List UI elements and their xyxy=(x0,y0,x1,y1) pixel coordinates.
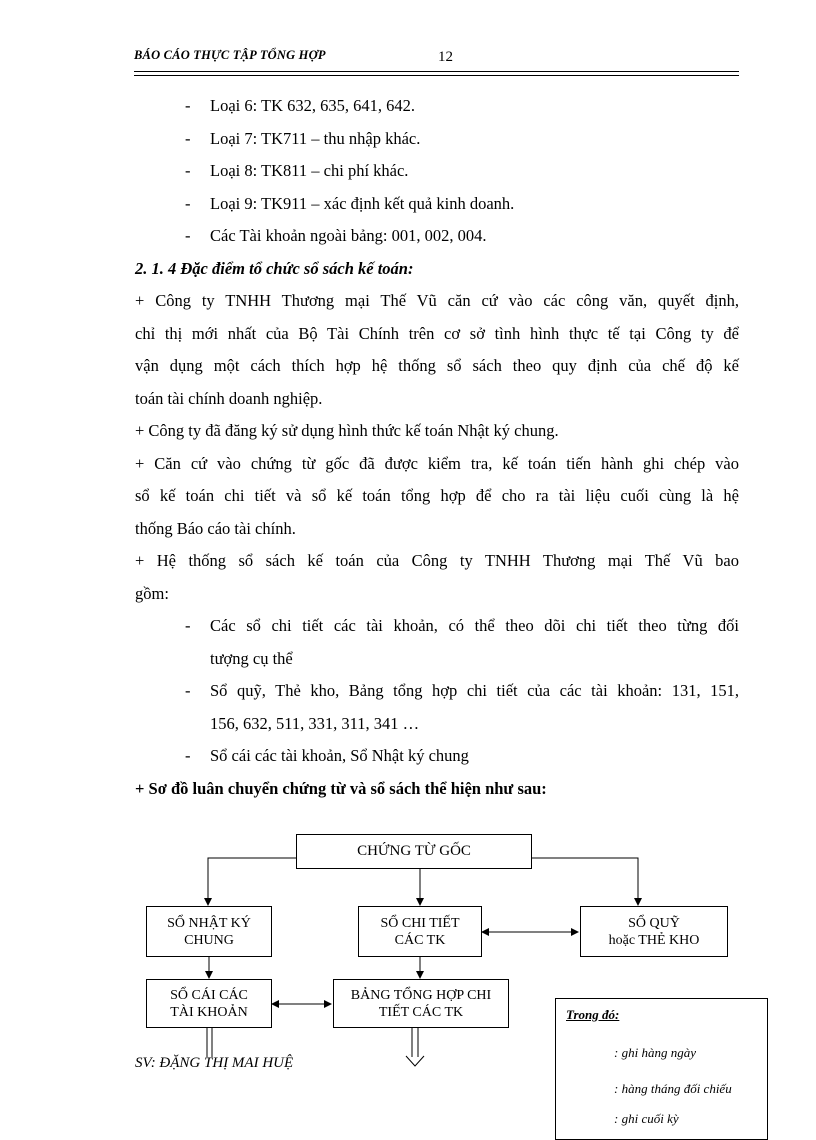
paragraph-line: + Công ty đã đăng ký sử dụng hình thức kế toán Nhật ký chung. xyxy=(135,421,559,440)
box-label: SỔ NHẬT KÝ xyxy=(167,915,251,931)
list-item-text: Loại 6: TK 632, 635, 641, 642. xyxy=(210,96,416,115)
box-label: hoặc THẺ KHO xyxy=(608,932,700,948)
paragraph-line: + Công ty TNHH Thương mại Thế Vũ căn cứ vào các công văn, quyết định, xyxy=(135,291,739,310)
page-number: 12 xyxy=(438,49,453,65)
list-dash: - xyxy=(185,193,191,213)
box-label: CHỨNG TỪ GỐC xyxy=(357,843,471,859)
diagram-heading-prefix: + xyxy=(135,778,145,798)
box-bang-tong-hop xyxy=(333,979,509,1028)
legend-box xyxy=(555,998,768,1140)
report-header-title: BÁO CÁO THỰC TẬP TỔNG HỢP xyxy=(134,48,326,62)
legend-item: : ghi cuối kỳ xyxy=(614,1111,679,1126)
box-label: TIẾT CÁC TK xyxy=(378,1004,464,1020)
paragraph-line: gồm: xyxy=(135,583,169,603)
box-so-chi-tiet xyxy=(358,906,482,957)
list-dash: - xyxy=(185,96,191,115)
box-chung-tu-goc xyxy=(296,834,532,869)
box-label: CÁC TK xyxy=(394,932,446,948)
list-item-text: Loại 7: TK711 – thu nhập khác. xyxy=(210,128,421,148)
list-dash: - xyxy=(185,681,191,700)
list-dash: - xyxy=(185,746,191,765)
list-item-text: Loại 8: TK811 – chi phí khác. xyxy=(210,161,409,180)
box-label: SỔ QUỸ xyxy=(628,915,680,931)
arrow-to-nhat-ky xyxy=(208,858,296,905)
list-dash: - xyxy=(185,616,191,635)
footer-student-name: SV: ĐẶNG THỊ MAI HUỆ xyxy=(135,1055,294,1071)
paragraph-line: thống Báo cáo tài chính. xyxy=(135,518,296,538)
list-item-text: 156, 632, 511, 331, 311, 341 … xyxy=(210,713,420,733)
double-arrow-center-head xyxy=(406,1056,424,1066)
list-dash: - xyxy=(185,161,191,180)
paragraph-line: chỉ thị mới nhất của Bộ Tài Chính trên cơ sở tình hình thực tế tại Công ty để xyxy=(135,323,739,343)
legend-item: : hàng tháng đối chiếu xyxy=(614,1081,732,1096)
section-heading: 2. 1. 4 Đặc điểm tổ chức sổ sách kế toán: xyxy=(135,258,414,278)
box-so-quy-the-kho xyxy=(580,906,728,957)
paragraph-line: + Hệ thống sổ sách kế toán của Công ty TNHH Thương mại Thế Vũ bao xyxy=(135,551,739,570)
diagram-heading-text: Sơ đồ luân chuyển chứng từ và sổ sách thể hiện như sau: xyxy=(148,778,547,798)
legend-title: Trong đó: xyxy=(566,1007,620,1022)
box-label: SỔ CÁI CÁC xyxy=(170,987,248,1003)
paragraph-line: vận dụng một cách thích hợp hệ thống sổ sách theo quy định của chế độ kế xyxy=(135,356,739,375)
paragraph-line: toán tài chính doanh nghiệp. xyxy=(135,388,323,408)
box-label: CHUNG xyxy=(184,932,234,948)
list-dash: - xyxy=(185,226,191,245)
list-item-text: Các Tài khoản ngoài bảng: 001, 002, 004. xyxy=(210,226,487,245)
box-so-nhat-ky-chung xyxy=(146,906,272,957)
box-label: BẢNG TỔNG HỢP CHI xyxy=(350,987,492,1003)
list-dash: - xyxy=(185,128,191,148)
list-item-text: tượng cụ thể xyxy=(210,648,293,668)
arrow-to-so-quy xyxy=(532,858,638,905)
box-label: SỔ CHI TIẾT xyxy=(380,915,460,931)
list-item-text: Sổ cái các tài khoản, Sổ Nhật ký chung xyxy=(210,746,469,765)
list-item-text: Sổ quỹ, Thẻ kho, Bảng tổng hợp chi tiết của các tài khoản: 131, 151, xyxy=(210,681,739,700)
box-so-cai xyxy=(146,979,272,1028)
legend-item: : ghi hàng ngày xyxy=(614,1045,696,1060)
paragraph-line: sổ kế toán chi tiết và sổ kế toán tổng hợp để cho ra tài liệu cuối cùng là hệ xyxy=(135,486,739,505)
paragraph-line: + Căn cứ vào chứng từ gốc đã được kiểm tra, kế toán tiến hành ghi chép vào xyxy=(135,453,739,473)
box-label: TÀI KHOẢN xyxy=(170,1004,248,1020)
list-item-text: Các sổ chi tiết các tài khoản, có thể theo dõi chi tiết theo từng đối xyxy=(210,616,739,635)
list-item-text: Loại 9: TK911 – xác định kết quả kinh doanh. xyxy=(210,193,515,213)
